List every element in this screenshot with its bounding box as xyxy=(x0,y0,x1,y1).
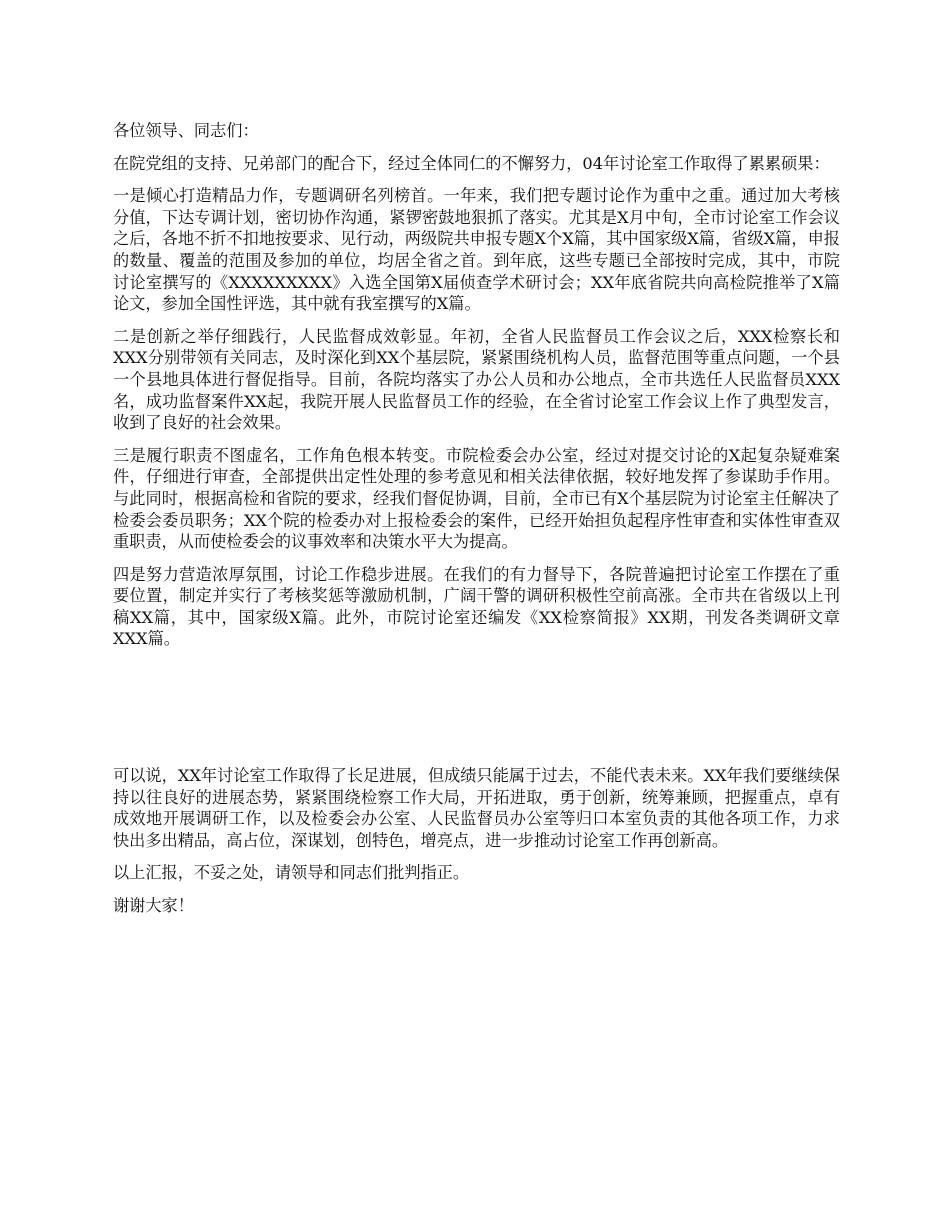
intro-paragraph: 在院党组的支持、兄弟部门的配合下，经过全体同仁的不懈努力，04年讨论室工作取得了累累硕果： xyxy=(113,153,830,173)
closing-paragraph: 以上汇报，不妥之处，请领导和同志们批判指正。 xyxy=(113,863,470,883)
point-3-paragraph: 三是履行职责不图虚名，工作角色根本转变。市院检委会办公室，经过对提交讨论的X起复杂疑难案件，仔细进行审查，全部提供出定性处理的参考意见和相关法律依据，较好地发挥了参谋助手作用。与此同时，根据高检和省院的要求，经我们督促协调，目前，全市已有X个基层院为讨论室主任解决了检委会委员职务；XX个院的检委办对上报检委会的案件，已经开始担负起程序性审查和实体性审查双重职责，从而使检委会的议事效率和决策水平大为提高。 xyxy=(113,445,840,552)
point-4-paragraph: 四是努力营造浓厚氛围，讨论工作稳步进展。在我们的有力督导下，各院普遍把讨论室工作摆在了重要位置，制定并实行了考核奖惩等激励机制，广阔干警的调研积极性空前高涨。全市共在省级以上刊稿XX篇，其中，国家级X篇。此外，市院讨论室还编发《XX检察简报》XX期，刊发各类调研文章XXX篇。 xyxy=(113,564,840,649)
conclusion-paragraph: 可以说，XX年讨论室工作取得了长足进展，但成绩只能属于过去，不能代表未来。XX年我们要继续保持以往良好的进展态势，紧紧围绕检察工作大局，开拓进取，勇于创新，统筹兼顾，把握重点，卓有成效地开展调研工作，以及检委会办公室、人民监督员办公室等归口本室负责的其他各项工作，力求快出多出精品，高占位，深谋划，创特色，增亮点，进一步推动讨论室工作再创新高。 xyxy=(113,766,840,850)
thanks-paragraph: 谢谢大家！ xyxy=(113,896,194,916)
blank-space xyxy=(113,661,840,765)
point-1-paragraph: 一是倾心打造精品力作，专题调研名列榜首。一年来，我们把专题讨论作为重中之重。通过加大考核分值，下达专调计划，密切协作沟通，紧锣密鼓地狠抓了落实。尤其是X月中旬，全市讨论室工作会议之后，各地不折不扣地按要求、见行动，两级院共申报专题X个X篇，其中国家级X篇，省级X篇，申报的数量、覆盖的范围及参加的单位，均居全省之首。到年底，这些专题已全部按时完成，其中，市院讨论室撰写的《XXXXXXXXX》入选全国第X届侦查学术研讨会；XX年底省院共向高检院推举了X篇论文，参加全国性评选，其中就有我室撰写的X篇。 xyxy=(113,186,840,314)
point-2-paragraph: 二是创新之举仔细践行，人民监督成效彰显。年初，全省人民监督员工作会议之后，XXX检察长和XXX分别带领有关同志，及时深化到XX个基层院，紧紧围绕机构人员，监督范围等重点问题，一个县一个县地具体进行督促指导。目前，各院均落实了办公人员和办公地点，全市共选任人民监督员XXX名，成功监督案件XX起，我院开展人民监督员工作的经验，在全省讨论室工作会议上作了典型发言，收到了良好的社会效果。 xyxy=(113,326,840,433)
salutation: 各位领导、同志们： xyxy=(113,121,259,140)
document-body xyxy=(113,120,840,928)
